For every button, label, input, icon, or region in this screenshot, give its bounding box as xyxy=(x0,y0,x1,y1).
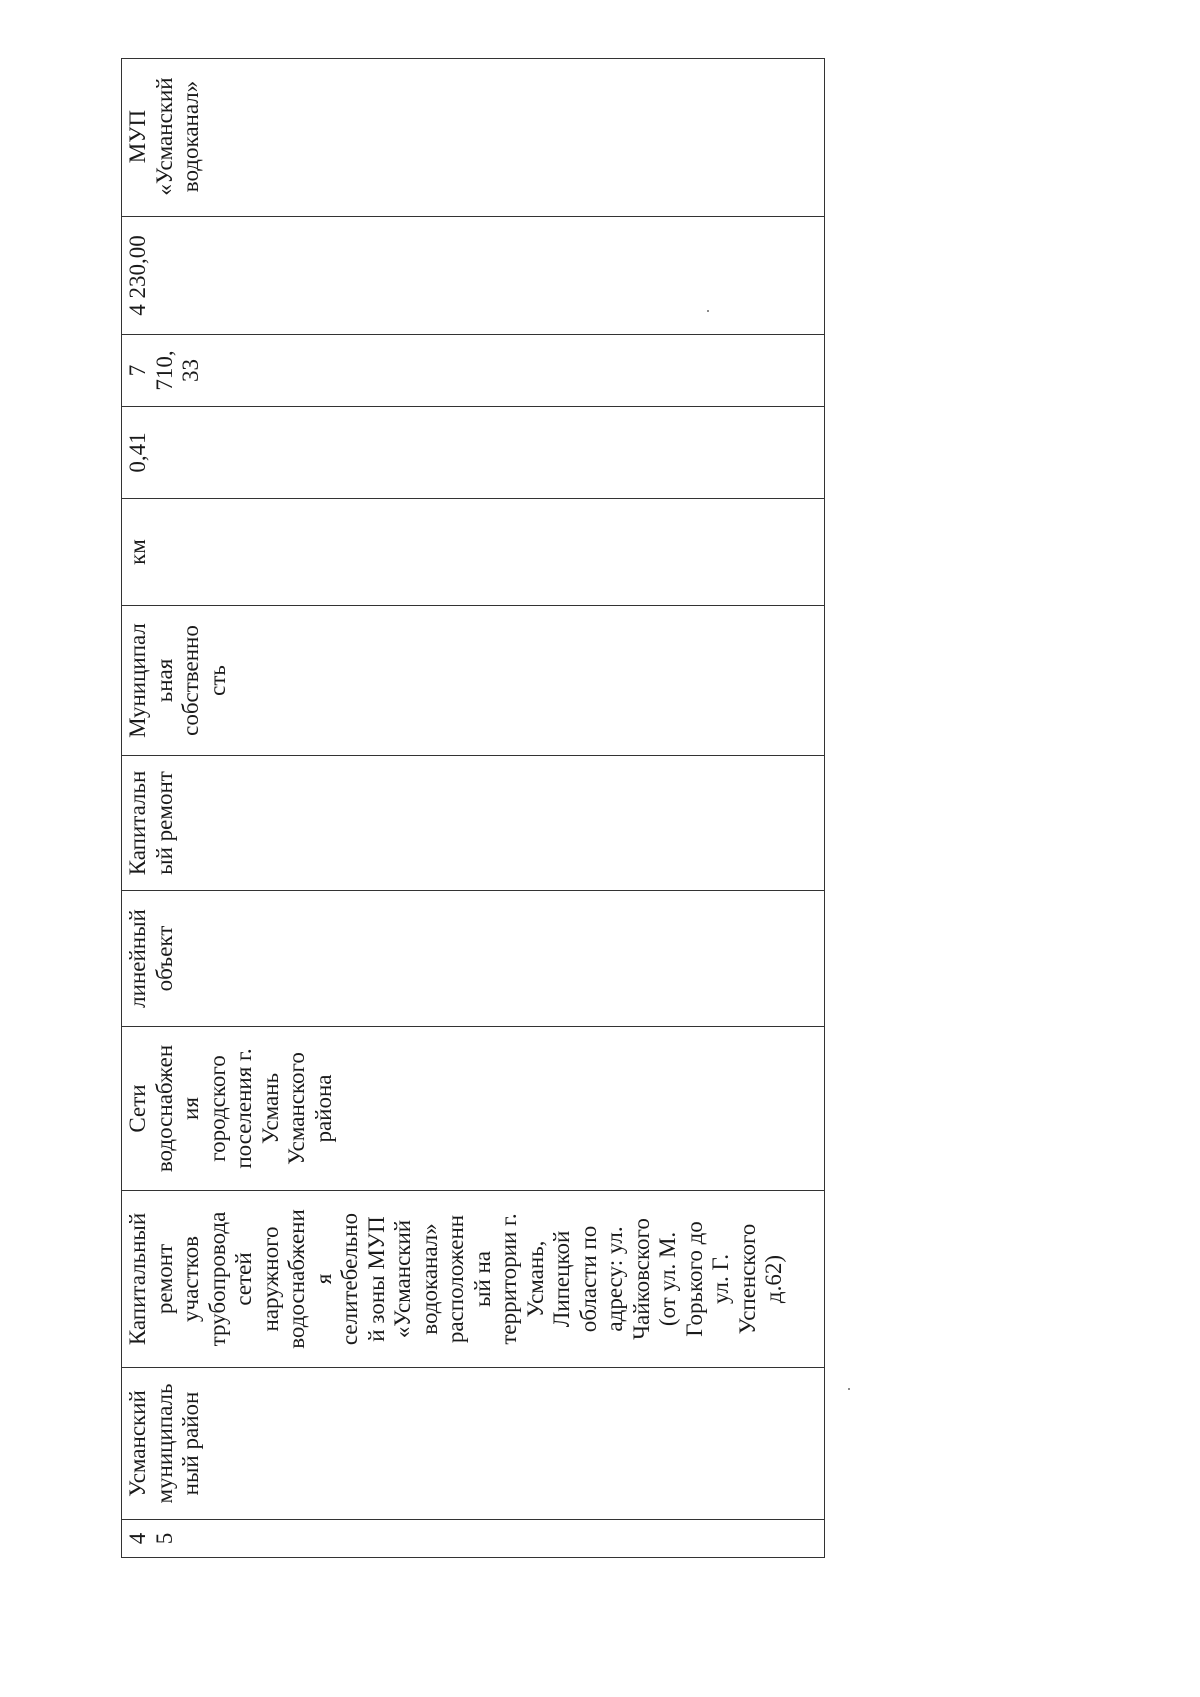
scan-speck xyxy=(848,1388,850,1390)
table-frame xyxy=(121,58,825,1558)
unit-cell: км xyxy=(122,498,825,605)
row-number-cell: 4 5 xyxy=(122,1519,825,1557)
ownership-cell: Муниципал ьная собственно сть xyxy=(122,605,825,755)
data-table xyxy=(121,58,825,1558)
total-cell: 4 230,00 xyxy=(122,216,825,334)
work-type-cell: Капитальн ый ремонт xyxy=(122,755,825,890)
unit-price-cell: 7 710, 33 xyxy=(122,334,825,406)
object-type-cell: линейный объект xyxy=(122,890,825,1026)
quantity-cell: 0,41 xyxy=(122,406,825,498)
district-cell: Усманский муниципаль ный район xyxy=(122,1367,825,1519)
object-name-cell: Капитальный ремонт участков трубопровода сетей наружного водоснабжени я селитебельно й зоны МУП «Усманский водоканал» расположенн ый на территории г. Усмань, Липецкой области по адресу: ул. Чайковского (от ул. М. Горького до ул. Г. Успенского д.62) xyxy=(122,1190,825,1367)
facility-cell: Сети водоснабжен ия городского поселения г. Усмань Усманского района xyxy=(122,1026,825,1190)
organization-cell: МУП «Усманский водоканал» xyxy=(125,77,203,196)
scan-speck xyxy=(707,310,709,312)
